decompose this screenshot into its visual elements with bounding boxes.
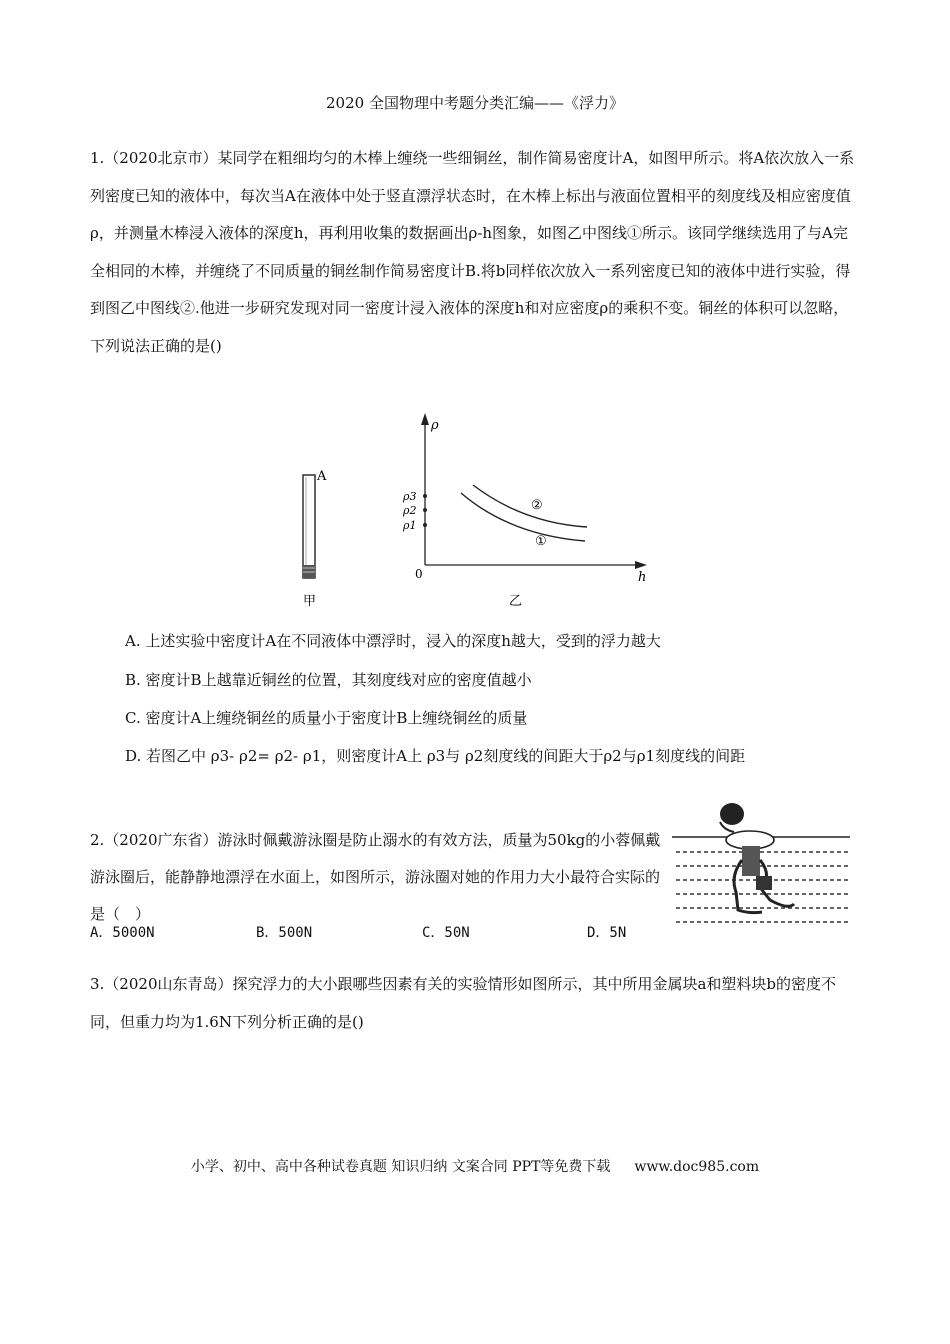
question-2-option-c: C．50N bbox=[422, 925, 470, 941]
density-meter-stick bbox=[303, 475, 315, 578]
curve-1 bbox=[461, 493, 585, 541]
swimmer-head bbox=[720, 803, 744, 825]
curve-2 bbox=[473, 485, 587, 527]
page-title: 2020 全国物理中考题分类汇编——《浮力》 bbox=[326, 94, 624, 112]
question-1-option-a: A. 上述实验中密度计A在不同液体中漂浮时，浸入的深度h越大，受到的浮力越大 bbox=[125, 632, 661, 650]
tick-rho3: ρ3 bbox=[403, 490, 417, 503]
question-1-text: 1.（2020北京市）某同学在粗细均匀的木棒上缠绕一些细铜丝，制作简易密度计A，如图甲所示。将A依次放入一系列密度已知的液体中，每次当A在液体中处于竖直漂浮状态时，在木棒上标出与液面位置相平的刻度线及相应密度值ρ，并测量木棒浸入液体的深度h，再利用收集的数据画出ρ-h图象，如图乙中图线①所示。该同学继续选用了与A完全相同的木棒，并缠绕了不同质量的铜丝制作简易密度计B.将b同样依次放入一系列密度已知的液体中进行实验，得到图乙中图线②.他进一步研究发现对同一密度计浸入液体的深度h和对应密度ρ的乘积不变。铜丝的体积可以忽略，下列说法正确的是() bbox=[90, 149, 855, 355]
copper-wire-coil bbox=[303, 565, 315, 578]
figure-b-caption: 乙 bbox=[509, 594, 523, 609]
page-footer bbox=[0, 1156, 950, 1176]
figure-a-caption: 甲 bbox=[303, 594, 317, 609]
swimmer-torso bbox=[742, 846, 760, 876]
question-1-option-c: C. 密度计A上缠绕铜丝的质量小于密度计B上缠绕铜丝的质量 bbox=[125, 709, 528, 727]
y-axis-label: ρ bbox=[431, 418, 439, 433]
footer-text: 小学、初中、高中各种试卷真题 知识归纳 文案合同 PPT等免费下载 bbox=[190, 1159, 611, 1175]
stick-label: A bbox=[317, 469, 327, 484]
origin-label: 0 bbox=[415, 567, 423, 581]
question-2-option-d: D．5N bbox=[587, 925, 627, 941]
question-2-option-b: B．500N bbox=[256, 925, 313, 941]
swimmer-illustration bbox=[672, 800, 852, 940]
curve-2-label: ② bbox=[531, 498, 543, 513]
tick-rho1: ρ1 bbox=[403, 519, 417, 532]
curve-1-label: ① bbox=[535, 534, 547, 549]
question-2-text: 2.（2020广东省）游泳时佩戴游泳圈是防止溺水的有效方法，质量为50kg的小蓉佩戴游泳圈后，能静静地漂浮在水面上，如图所示，游泳圈对她的作用力大小最符合实际的是（ ） bbox=[90, 831, 661, 923]
question-1-option-d: D. 若图乙中 ρ3- ρ2= ρ2- ρ1，则密度计A上 ρ3与 ρ2刻度线的间距大于ρ2与ρ1刻度线的间距 bbox=[125, 747, 746, 765]
footer-url[interactable]: www.doc985.com bbox=[634, 1159, 760, 1175]
question-1-option-b: B. 密度计B上越靠近铜丝的位置，其刻度线对应的密度值越小 bbox=[125, 671, 532, 689]
question-3-text: 3.（2020山东青岛）探究浮力的大小跟哪些因素有关的实验情形如图所示，其中所用金属块a和塑料块b的密度不同，但重力均为1.6N下列分析正确的是() bbox=[90, 975, 837, 1031]
tick-rho2: ρ2 bbox=[403, 504, 417, 517]
x-axis-label: h bbox=[638, 570, 647, 585]
question-1-figure bbox=[295, 405, 655, 615]
question-2-option-a: A．5000N bbox=[90, 925, 155, 941]
